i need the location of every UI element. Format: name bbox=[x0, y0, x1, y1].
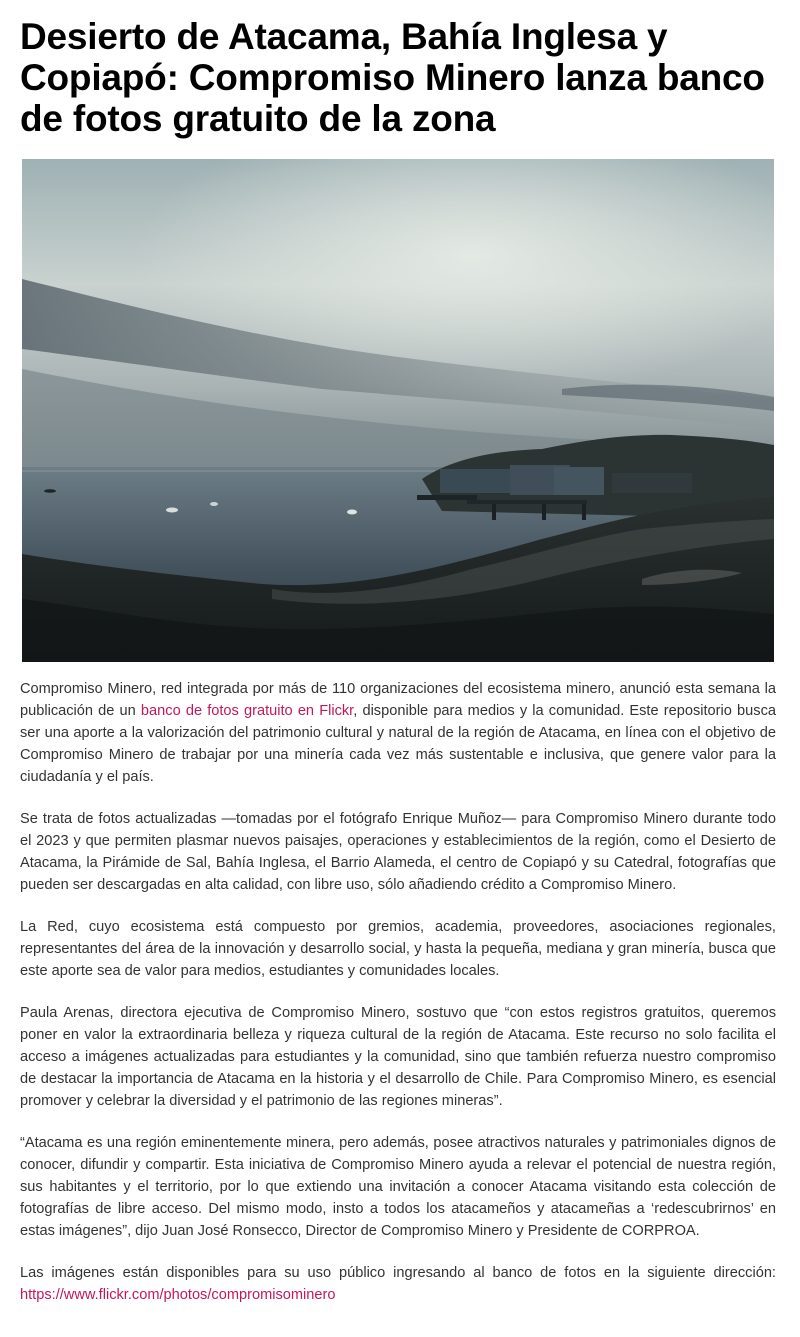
flickr-url-link[interactable]: https://www.flickr.com/photos/compromisominero bbox=[20, 1287, 336, 1303]
paragraph-6 bbox=[20, 1262, 776, 1306]
paragraph-3: La Red, cuyo ecosistema está compuesto por gremios, academia, proveedores, asociaciones regionales, representantes del área de la innovación y desarrollo social, y hasta la pequeña, mediana y gran minería, busca que este aporte sea de valor para medios, estudiantes y comunidades locales. bbox=[20, 919, 776, 979]
article-body bbox=[20, 678, 776, 1306]
paragraph-1-text-end: , disponible para medios y la comunidad. Este repositorio busca ser una aporte a la valorización del patrimonio cultural y natural de la región de Atacama, en línea con el objetivo de Compromiso Minero de trabajar por una minería cada vez más sustentable e inclusiva, que genere valor para la ciudadanía y el país. bbox=[20, 703, 776, 785]
flickr-bank-link[interactable]: banco de fotos gratuito en Flickr bbox=[140, 703, 354, 719]
article-photo bbox=[22, 159, 774, 662]
article bbox=[20, 0, 776, 1326]
coastal-landscape-photo-icon bbox=[22, 159, 774, 662]
paragraph-1-text-start: Compromiso Minero, red integrada por más de 110 organizaciones del ecosistema minero, anunció esta semana la publicación de un bbox=[20, 681, 776, 719]
paragraph-5: “Atacama es una región eminentemente minera, pero además, posee atractivos naturales y patrimoniales dignos de conocer, difundir y compartir. Esta iniciativa de Compromiso Minero ayuda a relevar el potencial de nuestra región, sus habitantes y el territorio, por lo que extiendo una invitación a conocer Atacama visitando esta colección de fotografías de libre acceso. Del mismo modo, insto a todos los atacameños y atacameñas a ‘redescubrirnos’ en estas imágenes”, dijo Juan José Ronsecco, Director de Compromiso Minero y Presidente de CORPROA. bbox=[20, 1135, 776, 1239]
article-title: Desierto de Atacama, Bahía Inglesa y Copiapó: Compromiso Minero lanza banco de fotos gratuito de la zona bbox=[20, 16, 765, 139]
paragraph-2: Se trata de fotos actualizadas —tomadas por el fotógrafo Enrique Muñoz— para Compromiso Minero durante todo el 2023 y que permiten plasmar nuevos paisajes, operaciones y establecimientos de la región, como el Desierto de Atacama, la Pirámide de Sal, Bahía Inglesa, el Barrio Alameda, el centro de Copiapó y su Catedral, fotografías que pueden ser descargadas en alta calidad, con libre uso, sólo añadiendo crédito a Compromiso Minero. bbox=[20, 811, 776, 893]
paragraph-6-text-start: Las imágenes están disponibles para su uso público ingresando al banco de fotos en la siguiente dirección: bbox=[20, 1265, 776, 1281]
paragraph-4: Paula Arenas, directora ejecutiva de Compromiso Minero, sostuvo que “con estos registros gratuitos, queremos poner en valor la extraordinaria belleza y riqueza cultural de la región de Atacama. Este recurso no solo facilita el acceso a imágenes actualizadas para estudiantes y la comunidad, sino que también refuerza nuestro compromiso de destacar la importancia de Atacama en la historia y el desarrollo de Chile. Para Compromiso Minero, es esencial promover y celebrar la diversidad y el patrimonio de las regiones mineras”. bbox=[20, 1005, 776, 1109]
paragraph-1 bbox=[20, 678, 776, 788]
